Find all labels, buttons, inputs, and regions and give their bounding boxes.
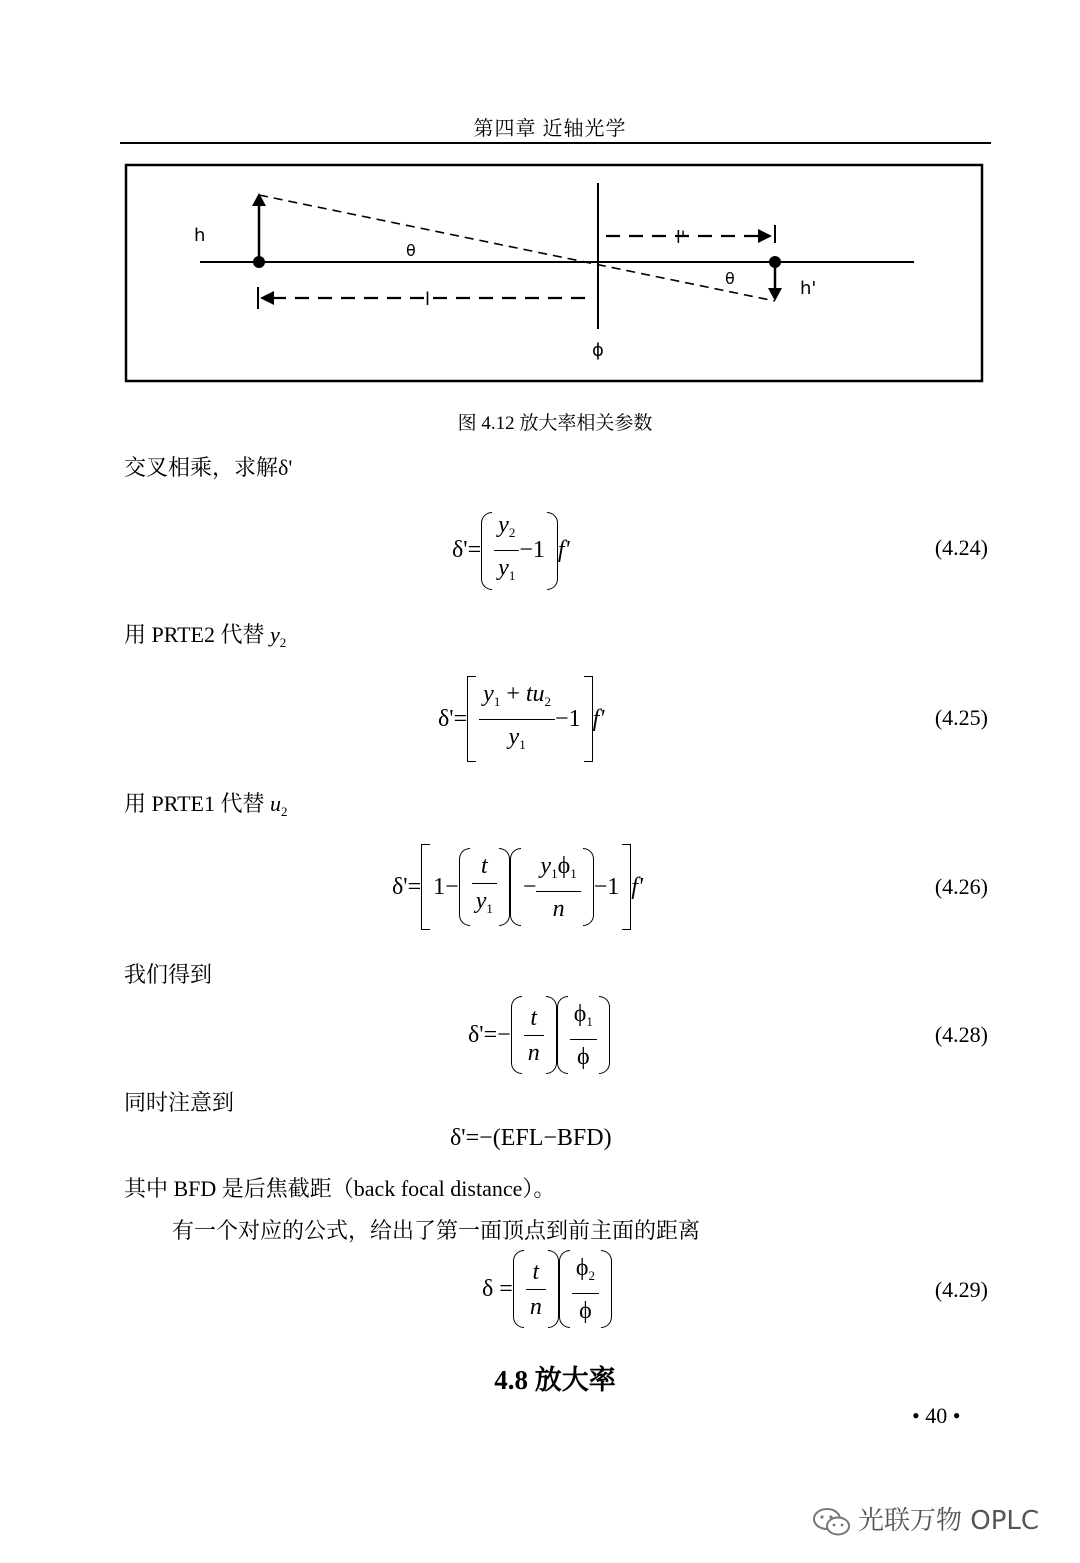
l-arrowhead bbox=[260, 291, 274, 305]
label-h-prime: h' bbox=[800, 278, 817, 299]
equation-number-4-25: (4.25) bbox=[934, 705, 988, 730]
wechat-icon bbox=[812, 1506, 852, 1538]
watermark-text: 光联万物 OPLC bbox=[858, 1506, 1040, 1536]
object-arrowhead bbox=[252, 193, 266, 206]
l-prime-arrowhead bbox=[758, 229, 772, 243]
paragraph-note: 同时注意到 bbox=[124, 1090, 235, 1115]
section-title: 4.8 放大率 bbox=[494, 1365, 616, 1395]
label-h: h bbox=[194, 225, 206, 246]
paragraph-corresponding: 有一个对应的公式，给出了第一面顶点到前主面的距离 bbox=[172, 1218, 701, 1243]
equation-number-4-24: (4.24) bbox=[934, 535, 988, 560]
label-l: l bbox=[425, 289, 431, 310]
chief-ray bbox=[259, 195, 775, 301]
paragraph-prte2: 用 PRTE2 代替 $y_2$ bbox=[124, 622, 287, 650]
label-l-prime: l' bbox=[676, 228, 686, 248]
label-theta-left: θ bbox=[406, 241, 416, 260]
equation-efl-bfd: δ'=−(EFL−BFD) bbox=[450, 1125, 612, 1151]
equation-number-4-28: (4.28) bbox=[934, 1022, 988, 1047]
paragraph-cross-multiply: 交叉相乘，求解δ' bbox=[124, 455, 293, 480]
label-phi: ϕ bbox=[592, 340, 604, 361]
figure-caption: 图 4.12 放大率相关参数 bbox=[457, 413, 653, 434]
header-rule bbox=[120, 142, 991, 144]
equation-4-28: δ'=− $\frac{t}{n}$ $\frac{\phi_1}{\phi}$ bbox=[468, 996, 610, 1074]
equation-4-29: δ = $\frac{t}{n}$ $\frac{\phi_2}{\phi}$ bbox=[482, 1250, 612, 1328]
figure-frame bbox=[126, 165, 982, 381]
image-arrowhead bbox=[768, 288, 782, 301]
label-theta-right: θ bbox=[725, 269, 735, 288]
equation-4-24: δ'= $\frac{y_2}{y_1}$ −1 f' bbox=[452, 508, 570, 593]
watermark bbox=[812, 1500, 1039, 1538]
paragraph-we-get: 我们得到 bbox=[124, 962, 213, 987]
page-number: • 40 • bbox=[912, 1403, 961, 1428]
optics-figure bbox=[124, 163, 984, 385]
equation-number-4-29: (4.29) bbox=[934, 1277, 988, 1302]
equation-4-26: δ'= 1− $\frac{t}{y_1}$ − $\frac{y_1\phi_1}{n}$ −1 f' bbox=[392, 844, 643, 930]
page-header: 第四章 近轴光学 bbox=[473, 118, 627, 140]
equation-4-25: δ'= $\frac{y_1 + tu_2}{y_1}$ −1 f' bbox=[438, 676, 604, 762]
equation-number-4-26: (4.26) bbox=[934, 874, 988, 899]
paragraph-prte1: 用 PRTE1 代替 $u_2$ bbox=[124, 791, 288, 819]
paragraph-bfd: 其中 BFD 是后焦截距（back focal distance）。 bbox=[124, 1176, 556, 1201]
